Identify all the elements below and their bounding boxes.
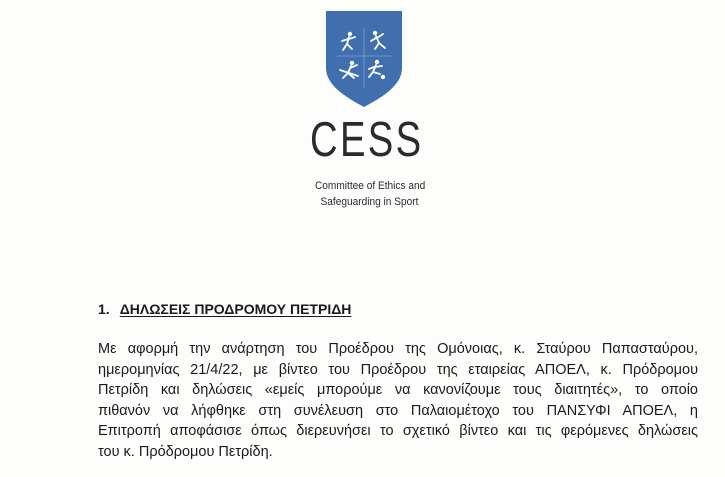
logo-tagline [315,178,425,210]
paragraph-line: πιθανόν να λήφθηκε στη συνέλευση στο Παλαιομέτοχο του ΠΑΝΣΥΦΙ ΑΠΟΕΛ, η [98,402,698,419]
paragraph-line: του κ. Πρόδρομου Πετρίδη. [98,443,273,460]
tagline-line-2: Safeguarding in Sport [320,196,419,208]
cess-wordmark: CESS [310,113,424,167]
paragraph-line: Πετρίδη και δηλώσεις «εμείς μπορούμε να κανονίζουμε τους διαιτητές», το οποίο [98,382,698,398]
paragraph-line: Με αφορμή την ανάρτηση του Προέδρου της Ομόνοιας, κ. Σταύρου Παπασταύρου, [98,341,698,357]
paragraph-line: ημερομηνίας 21/4/22, με βίντεο του Προέδρου της εταιρείας ΑΠΟΕΛ, κ. Πρόδρομου [98,361,698,378]
cess-shield-logo-icon [325,10,403,108]
section-title: ΔΗΛΩΣΕΙΣ ΠΡΟΔΡΟΜΟΥ ΠΕΤΡΙΔΗ [119,301,352,317]
paragraph-line: Επιτροπή αποφάσισε όπως διερευνήσει το σχετικό βίντεο και τις φερόμενες δηλώσεις [98,423,698,439]
section-paragraph [98,339,698,462]
section-number: 1. [98,301,110,317]
section-heading [98,301,351,317]
tagline-line-1: Committee of Ethics and [315,180,426,192]
